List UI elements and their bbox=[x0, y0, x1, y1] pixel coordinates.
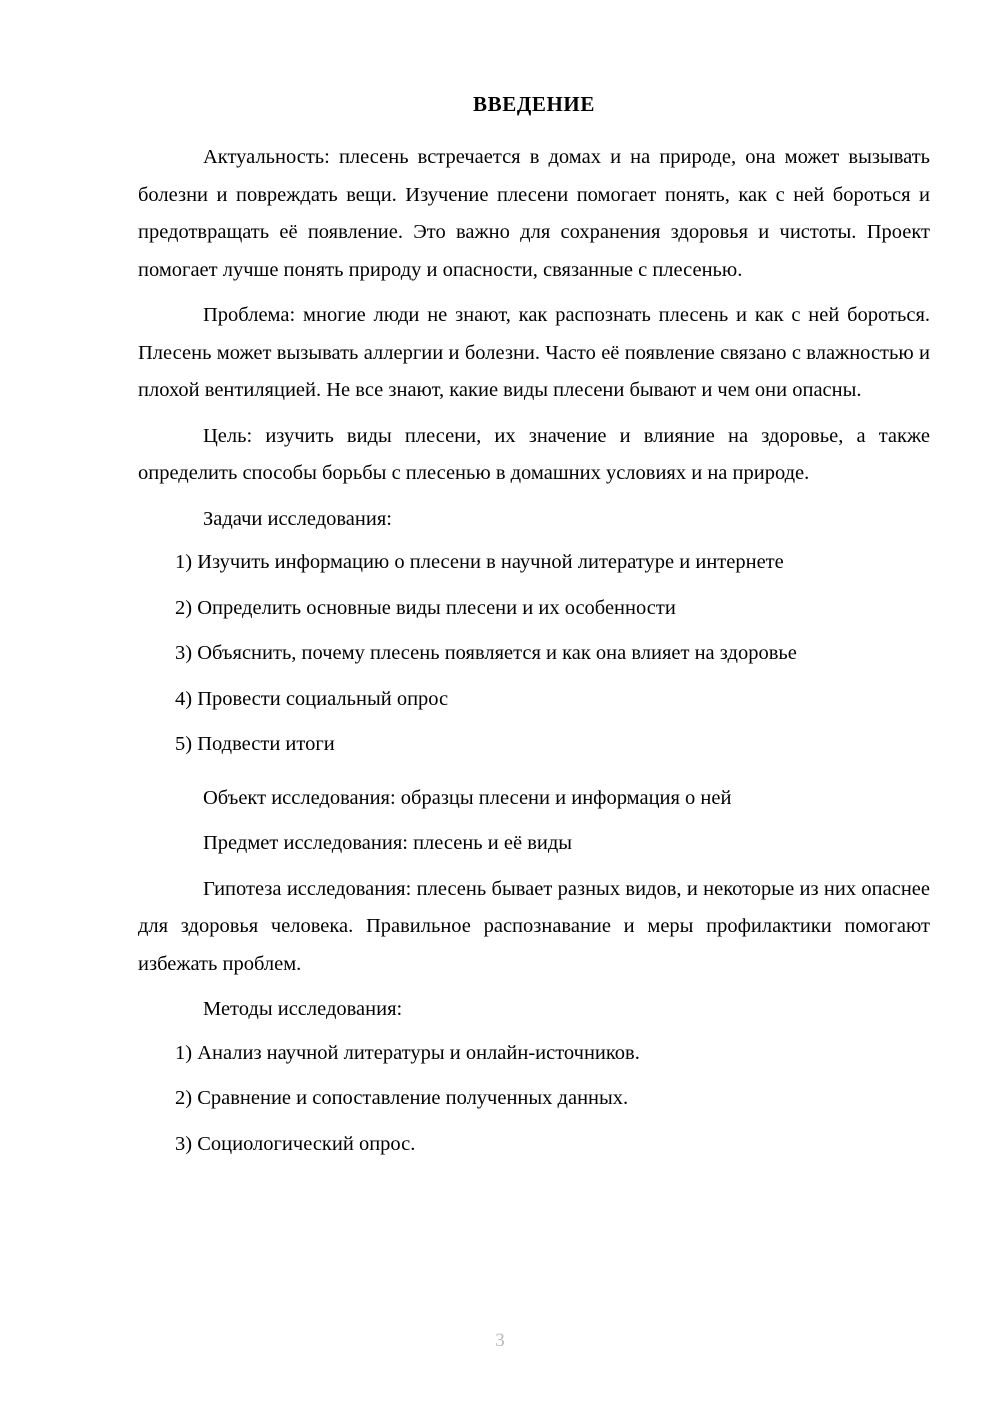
methods-heading: Методы исследования: bbox=[203, 998, 403, 1021]
object-of-research-line: Объект исследования: образцы плесени и информация о ней bbox=[203, 786, 732, 809]
paragraph-hypothesis: Гипотеза исследования: плесень бывает разных видов, и некоторые из них опаснее для здоровья человека. Правильное распознавание и меры профилактики помогают избежать проблем. bbox=[138, 877, 930, 975]
list-item: 2) Сравнение и сопоставление полученных данных. bbox=[175, 1087, 629, 1110]
paragraph-goal: Цель: изучить виды плесени, их значение и влияние на здоровье, а также определить способы борьбы с плесенью в домашних условиях и на природе. bbox=[138, 424, 930, 485]
methods-list bbox=[138, 1035, 930, 1164]
tasks-heading: Задачи исследования: bbox=[203, 507, 392, 530]
list-item: 3) Объяснить, почему плесень появляется и как она влияет на здоровье bbox=[175, 642, 797, 665]
page-content bbox=[138, 92, 930, 1169]
tasks-list bbox=[138, 544, 930, 764]
list-item: 5) Подвести итоги bbox=[175, 733, 335, 756]
paragraph-problem: Проблема: многие люди не знают, как распознать плесень и как с ней бороться. Плесень может вызывать аллергии и болезни. Часто её появление связано с влажностью и плохой вентиляцией. Не все знают, какие виды плесени бывают и чем они опасны. bbox=[138, 304, 930, 402]
list-item: 2) Определить основные виды плесени и их особенности bbox=[175, 596, 676, 619]
list-item: 1) Изучить информацию о плесени в научной литературе и интернете bbox=[175, 551, 784, 574]
list-item: 1) Анализ научной литературы и онлайн-источников. bbox=[175, 1041, 640, 1064]
list-item: 4) Провести социальный опрос bbox=[175, 687, 449, 710]
list-item: 3) Социологический опрос. bbox=[175, 1132, 416, 1155]
paragraph-relevance: Актуальность: плесень встречается в домах и на природе, она может вызывать болезни и повреждать вещи. Изучение плесени помогает понять, как с ней бороться и предотвращать её появление. Это важно для сохранения здоровья и чистоты. Проект помогает лучше понять природу и опасности, связанные с плесенью. bbox=[138, 146, 930, 281]
page-title: ВВЕДЕНИЕ bbox=[473, 92, 595, 116]
page-number: 3 bbox=[495, 1330, 505, 1351]
subject-of-research-line: Предмет исследования: плесень и её виды bbox=[203, 832, 573, 855]
section-spacer bbox=[138, 770, 930, 780]
